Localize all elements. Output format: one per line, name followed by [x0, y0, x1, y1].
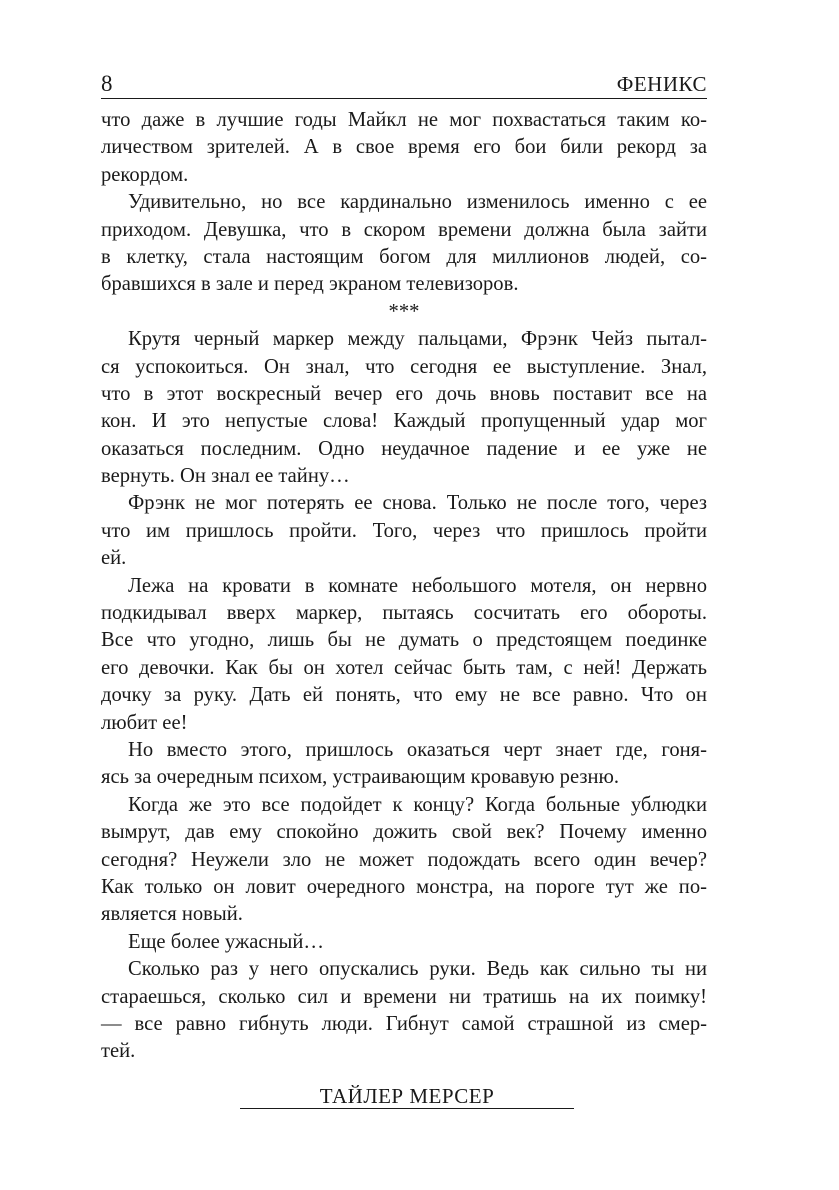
text-line: Но вместо этого, пришлось оказаться черт знает где, гоня-	[128, 738, 707, 761]
text-line: ясь за очередным психом, устраивающим кровавую резню.	[101, 766, 620, 789]
text-line: кон. И это непустые слова! Каждый пропущенный удар мог	[101, 410, 707, 433]
text-line: Удивительно, но все кардинально изменилось именно с ее	[128, 191, 707, 214]
text-line: сегодня? Неужели зло не может подождать всего один вечер?	[101, 848, 707, 871]
text-line: любит ее!	[101, 711, 188, 734]
text-line: Фрэнк не мог потерять ее снова. Только не после того, через	[128, 492, 707, 515]
text-line: Все что угодно, лишь бы не думать о предстоящем поединке	[101, 629, 707, 652]
text-line: что в этот воскресный вечер его дочь вновь поставит все на	[101, 382, 707, 405]
text-line: Лежа на кровати в комнате небольшого мотеля, он нервно	[128, 574, 707, 597]
text-line: бравшихся в зале и перед экраном телевизоров.	[101, 273, 519, 296]
text-line: в клетку, стала настоящим богом для миллионов людей, со-	[101, 245, 707, 268]
text-line: Сколько раз у него опускались руки. Ведь как сильно ты ни	[128, 958, 707, 981]
scene-break: ***	[388, 300, 420, 323]
running-title: ФЕНИКС	[616, 72, 707, 96]
text-line: приходом. Девушка, что в скором времени должна была зайти	[101, 218, 707, 241]
text-line: что им пришлось пройти. Того, через что пришлось пройти	[101, 519, 707, 542]
text-line: дочку за руку. Дать ей понять, что ему не все равно. Что он	[101, 684, 707, 707]
text-line: Крутя черный маркер между пальцами, Фрэнк Чейз пытал-	[128, 328, 707, 351]
text-line: рекордом.	[101, 163, 189, 186]
text-line: оказаться последним. Одно неудачное падение и ее уже не	[101, 437, 707, 460]
running-header	[101, 70, 707, 99]
footer-author: ТАЙЛЕР МЕРСЕР	[240, 1085, 574, 1109]
text-line: — все равно гибнуть люди. Гибнут самой страшной из смер-	[101, 1012, 707, 1035]
text-line: стараешься, сколько сил и времени ни тратишь на их поимку!	[101, 985, 707, 1008]
text-line: Когда же это все подойдет к концу? Когда больные ублюдки	[128, 793, 707, 816]
text-line: вымрут, дав ему спокойно дожить свой век? Почему именно	[101, 821, 707, 844]
page-number: 8	[101, 71, 113, 96]
text-line: его девочки. Как бы он хотел сейчас быть там, с ней! Держать	[101, 656, 707, 679]
text-line: тей.	[101, 1040, 136, 1063]
text-line: ей.	[101, 547, 127, 570]
text-line: является новый.	[101, 903, 243, 926]
text-line: личеством зрителей. А в свое время его бои били рекорд за	[101, 136, 707, 159]
text-line: ся успокоиться. Он знал, что сегодня ее выступление. Знал,	[101, 355, 707, 378]
body-text	[101, 107, 707, 1066]
text-line: вернуть. Он знал ее тайну…	[101, 465, 350, 488]
text-line: Как только он ловит очередного монстра, на пороге тут же по-	[101, 875, 707, 898]
text-line: Еще более ужасный…	[128, 930, 324, 953]
text-line: что даже в лучшие годы Майкл не мог похвастаться таким ко-	[101, 109, 707, 131]
text-line: подкидывал вверх маркер, пытаясь сосчитать его обороты.	[101, 602, 707, 625]
